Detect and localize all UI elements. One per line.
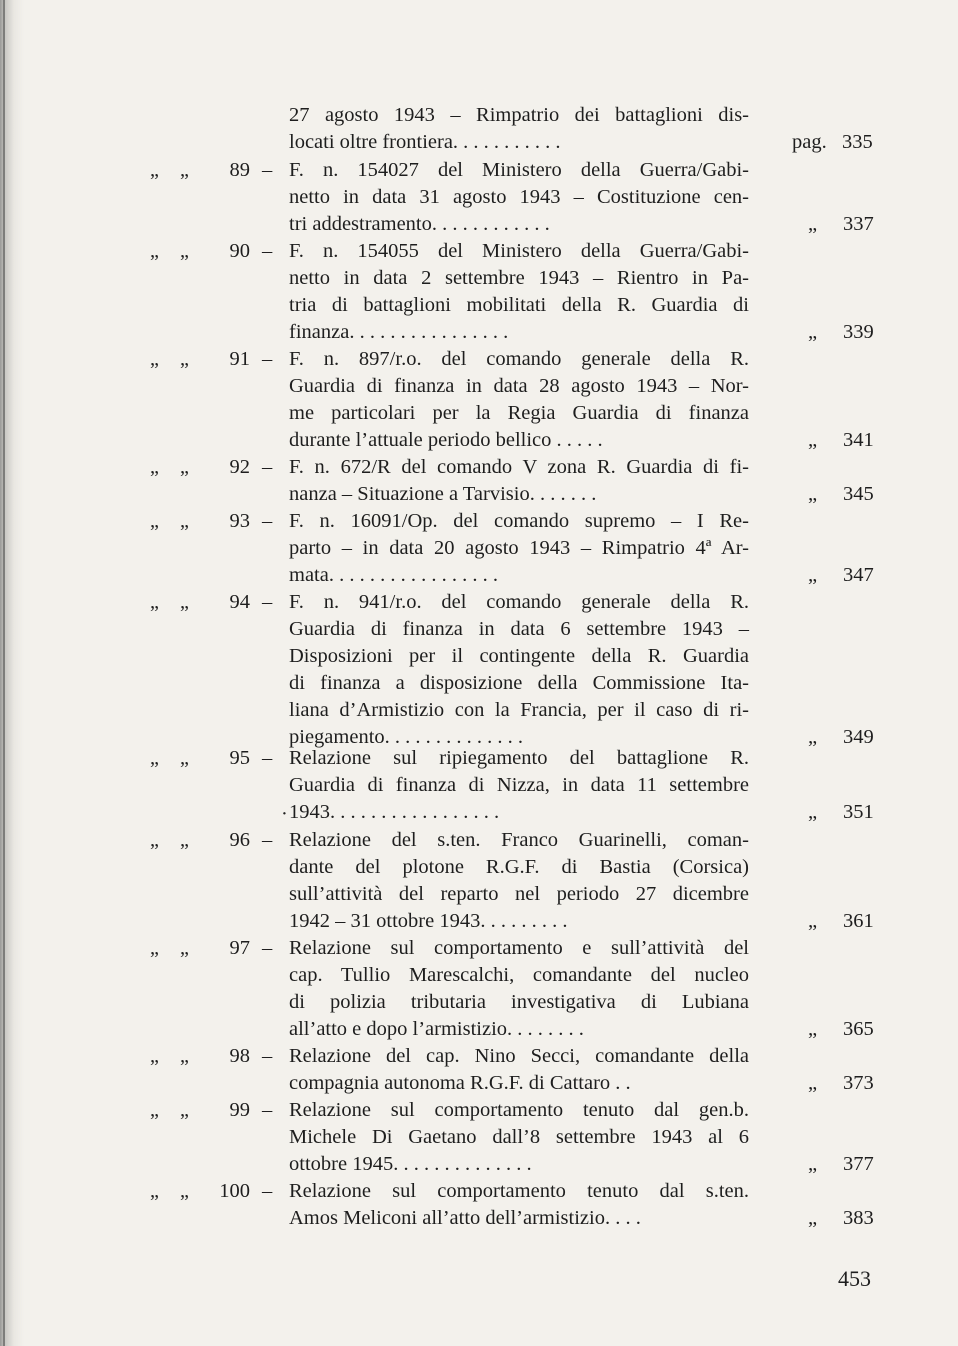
- page-ref-number: 341: [843, 429, 874, 451]
- ditto-mark: „: [180, 1180, 189, 1202]
- entry-text-line: F. n. 941/r.o. del comando generale della R.: [289, 591, 749, 613]
- page-ref-ditto: „: [808, 801, 818, 823]
- page-ref-number: 345: [843, 483, 874, 505]
- entry-text-line: F. n. 154027 del Ministero della Guerra/Gabi-: [289, 159, 749, 181]
- entry-text-line: cap. Tullio Marescalchi, comandante del nucleo: [289, 964, 749, 986]
- entry-dash: –: [262, 240, 273, 262]
- entry-dash: –: [262, 510, 273, 532]
- page-ref-number: 349: [843, 726, 874, 748]
- page-ref-ditto: „: [808, 910, 818, 932]
- document-number: 97: [229, 937, 250, 959]
- entry-text-line: F. n. 16091/Op. del comando supremo – I Re-: [289, 510, 749, 532]
- entry-text-line: sull’attività del reparto nel periodo 27 dicembre: [289, 883, 749, 905]
- page-ref-number: 377: [843, 1153, 874, 1175]
- page-ref-ditto: „: [808, 564, 818, 586]
- entry-text-line: durante l’attuale periodo bellico . . . . .: [289, 429, 603, 451]
- page-ref-ditto: „: [808, 1207, 818, 1229]
- page-ref-number: 351: [843, 801, 874, 823]
- document-number: 100: [219, 1180, 250, 1202]
- entry-text-line: F. n. 154055 del Ministero della Guerra/Gabi-: [289, 240, 749, 262]
- entry-dash: –: [262, 829, 273, 851]
- entry-text-line: netto in data 31 agosto 1943 – Costituzione cen-: [289, 186, 749, 208]
- document-number: 94: [229, 591, 250, 613]
- entry-text-line: netto in data 2 settembre 1943 – Rientro in Pa-: [289, 267, 749, 289]
- document-number: 96: [229, 829, 250, 851]
- ditto-mark: „: [180, 829, 189, 851]
- document-number: 93: [229, 510, 250, 532]
- entry-text-line: Relazione sul comportamento e sull’attività del: [289, 937, 749, 959]
- entry-text-line: liana d’Armistizio con la Francia, per il caso di ri-: [289, 699, 749, 721]
- entry-text-line: Relazione sul comportamento tenuto dal gen.b.: [289, 1099, 749, 1121]
- ditto-mark: „: [180, 510, 189, 532]
- entry-text-line: 27 agosto 1943 – Rimpatrio dei battaglioni dis-: [289, 104, 749, 126]
- page-ref-ditto: „: [808, 1072, 818, 1094]
- entry-dash: –: [262, 456, 273, 478]
- ditto-mark: „: [150, 1045, 159, 1067]
- entry-text-line: Michele Di Gaetano dall’8 settembre 1943 al 6: [289, 1126, 749, 1148]
- entry-text-line: di finanza a disposizione della Commissione Ita-: [289, 672, 749, 694]
- ditto-mark: „: [150, 591, 159, 613]
- page-ref-number: 383: [843, 1207, 874, 1229]
- entry-text-line: di polizia tributaria investigativa di Lubiana: [289, 991, 749, 1013]
- stray-mark: ·: [281, 803, 288, 825]
- entry-dash: –: [262, 1180, 273, 1202]
- entry-dash: –: [262, 1099, 273, 1121]
- ditto-mark: „: [150, 1180, 159, 1202]
- entry-text-line: me particolari per la Regia Guardia di finanza: [289, 402, 749, 424]
- entry-text-line: compagnia autonoma R.G.F. di Cattaro . .: [289, 1072, 631, 1094]
- document-number: 95: [229, 747, 250, 769]
- entry-text-line: Relazione sul ripiegamento del battaglione R.: [289, 747, 749, 769]
- entry-dash: –: [262, 747, 273, 769]
- ditto-mark: „: [180, 591, 189, 613]
- page-ref-number: 337: [843, 213, 874, 235]
- document-number: 92: [229, 456, 250, 478]
- entry-dash: –: [262, 1045, 273, 1067]
- entry-text-line: piegamento. . . . . . . . . . . . . .: [289, 726, 524, 748]
- ditto-mark: „: [150, 456, 159, 478]
- page-ref-ditto: „: [808, 321, 818, 343]
- page-ref-number: 335: [842, 131, 873, 153]
- ditto-mark: „: [180, 1099, 189, 1121]
- entry-text-line: parto – in data 20 agosto 1943 – Rimpatrio 4ª Ar-: [289, 537, 749, 559]
- page-ref-ditto: „: [808, 429, 818, 451]
- ditto-mark: „: [180, 456, 189, 478]
- document-number: 91: [229, 348, 250, 370]
- page-ref-ditto: „: [808, 1018, 818, 1040]
- entry-text-line: Relazione del s.ten. Franco Guarinelli, coman-: [289, 829, 749, 851]
- entry-text-line: all’atto e dopo l’armistizio. . . . . . . .: [289, 1018, 584, 1040]
- entry-text-line: F. n. 672/R del comando V zona R. Guardia di fi-: [289, 456, 749, 478]
- ditto-mark: „: [150, 510, 159, 532]
- ditto-mark: „: [150, 829, 159, 851]
- entry-dash: –: [262, 937, 273, 959]
- ditto-mark: „: [180, 937, 189, 959]
- ditto-mark: „: [150, 747, 159, 769]
- page-ref-ditto: „: [808, 213, 818, 235]
- entry-text-line: Relazione del cap. Nino Secci, comandante della: [289, 1045, 749, 1067]
- ditto-mark: „: [150, 1099, 159, 1121]
- entry-text-line: Disposizioni per il contingente della R. Guardia: [289, 645, 749, 667]
- page-ref-ditto: „: [808, 483, 818, 505]
- ditto-mark: „: [150, 240, 159, 262]
- entry-text-line: mata. . . . . . . . . . . . . . . . .: [289, 564, 498, 586]
- entry-text-line: Amos Meliconi all’atto dell’armistizio. . . .: [289, 1207, 641, 1229]
- document-number: 89: [229, 159, 250, 181]
- page-ref-number: 339: [843, 321, 874, 343]
- page-ref-number: 373: [843, 1072, 874, 1094]
- page-ref-number: 361: [843, 910, 874, 932]
- entry-text-line: 1943. . . . . . . . . . . . . . . . .: [289, 801, 500, 823]
- entry-text-line: Guardia di finanza di Nizza, in data 11 settembre: [289, 774, 749, 796]
- entry-dash: –: [262, 348, 273, 370]
- entry-text-line: F. n. 897/r.o. del comando generale della R.: [289, 348, 749, 370]
- page-ref-ditto: „: [808, 726, 818, 748]
- entry-text-line: dante del plotone R.G.F. di Bastia (Corsica): [289, 856, 749, 878]
- entry-text-line: 1942 – 31 ottobre 1943. . . . . . . . .: [289, 910, 568, 932]
- ditto-mark: „: [180, 159, 189, 181]
- entry-dash: –: [262, 159, 273, 181]
- entry-text-line: nanza – Situazione a Tarvisio. . . . . . .: [289, 483, 597, 505]
- page-ref-ditto: „: [808, 1153, 818, 1175]
- ditto-mark: „: [150, 348, 159, 370]
- entry-text-line: Guardia di finanza in data 6 settembre 1943 –: [289, 618, 749, 640]
- ditto-mark: „: [150, 937, 159, 959]
- page-number: 453: [838, 1266, 871, 1291]
- document-number: 99: [229, 1099, 250, 1121]
- document-number: 98: [229, 1045, 250, 1067]
- entry-text-line: finanza. . . . . . . . . . . . . . . .: [289, 321, 509, 343]
- ditto-mark: „: [180, 747, 189, 769]
- entry-text-line: Relazione sul comportamento tenuto dal s.ten.: [289, 1180, 749, 1202]
- page-ref-number: 347: [843, 564, 874, 586]
- page-ref-prefix: pag.: [792, 131, 827, 153]
- entry-text-line: locati oltre frontiera. . . . . . . . . . .: [289, 131, 561, 153]
- ditto-mark: „: [150, 159, 159, 181]
- entry-text-line: tria di battaglioni mobilitati della R. Guardia di: [289, 294, 749, 316]
- page-ref-number: 365: [843, 1018, 874, 1040]
- document-number: 90: [229, 240, 250, 262]
- entry-text-line: tri addestramento. . . . . . . . . . . .: [289, 213, 550, 235]
- entry-dash: –: [262, 591, 273, 613]
- ditto-mark: „: [180, 348, 189, 370]
- entry-text-line: ottobre 1945. . . . . . . . . . . . . .: [289, 1153, 532, 1175]
- ditto-mark: „: [180, 240, 189, 262]
- entry-text-line: Guardia di finanza in data 28 agosto 1943 – Nor-: [289, 375, 749, 397]
- ditto-mark: „: [180, 1045, 189, 1067]
